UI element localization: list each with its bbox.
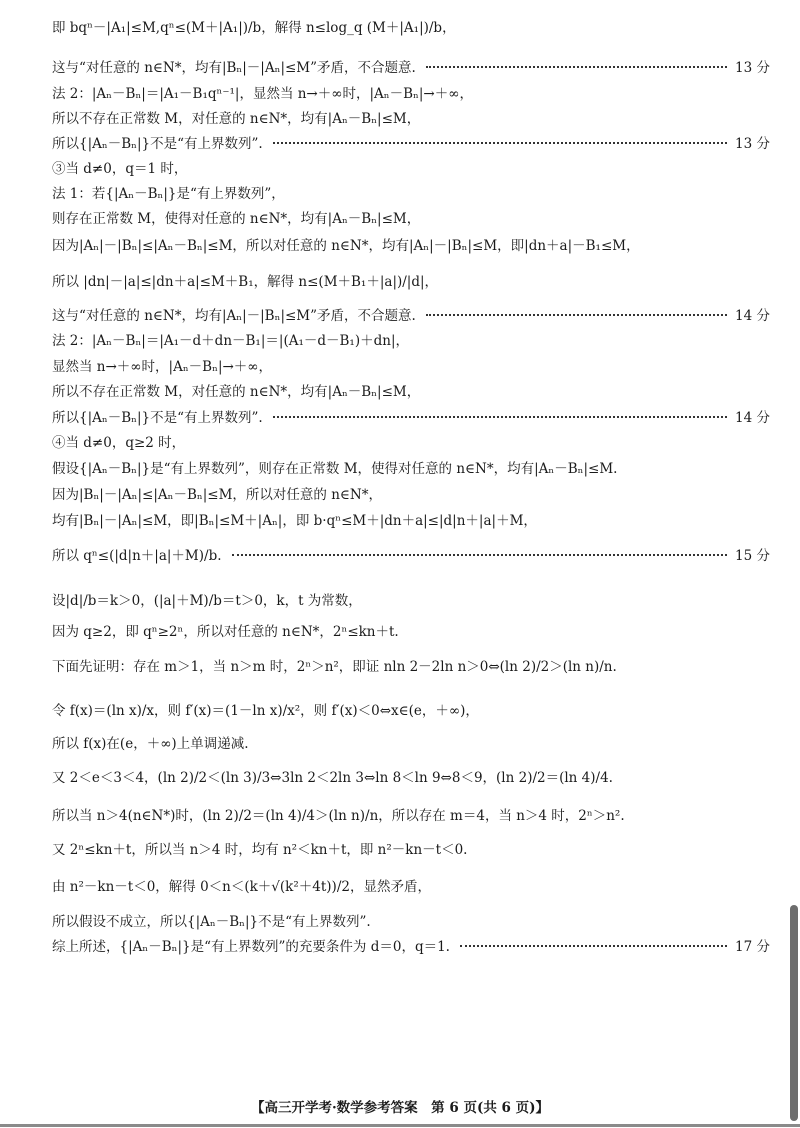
solution-line-17: 假设{|Aₙ－Bₙ|}是“有上界数列”，则存在正常数 M，使得对任意的 n∈N*，均有|Aₙ－Bₙ|≤M. (52, 461, 618, 477)
solution-line-20 (52, 546, 770, 566)
dot-leader (426, 66, 727, 68)
dot-leader (273, 142, 727, 144)
solution-line-19: 均有|Bₙ|－|Aₙ|≤M，即|Bₙ|≤M＋|Aₙ|，即 b·qⁿ≤M＋|dn＋a|≤|d|n＋|a|＋M， (52, 513, 537, 529)
solution-line-10: 所以 |dn|－|a|≤|dn＋a|≤M＋B₁，解得 n≤(M＋B₁＋|a|)/|d|， (52, 274, 439, 290)
solution-line-26: 又 2＜e＜3＜4，(ln 2)/2＜(ln 3)/3⇔3ln 2＜2ln 3⇔ln 8＜ln 9⇔8＜9，(ln 2)/2＝(ln 4)/4. (52, 770, 613, 786)
solution-line-23: 下面先证明：存在 m＞1，当 n＞m 时，2ⁿ＞n²，即证 nln 2－2ln n＞0⇔(ln 2)/2＞(ln n)/n. (52, 659, 617, 675)
line-text: 这与“对任意的 n∈N*，均有|Aₙ|－|Bₙ|≤M”矛盾，不合题意. (52, 308, 416, 324)
solution-line-12: 法 2：|Aₙ－Bₙ|＝|A₁－d＋dn－B₁|＝|(A₁－d－B₁)＋dn|， (52, 333, 409, 349)
solution-line-25: 所以 f(x)在(e，＋∞)上单调递减. (52, 736, 249, 752)
solution-line-22: 因为 q≥2，即 qⁿ≥2ⁿ，所以对任意的 n∈N*，2ⁿ≤kn＋t. (52, 624, 399, 640)
solution-line-11 (52, 306, 770, 326)
line-text: 这与“对任意的 n∈N*，均有|Bₙ|－|Aₙ|≤M”矛盾，不合题意. (52, 60, 416, 76)
score-label: 14 分 (735, 410, 770, 426)
vertical-scrollbar[interactable] (790, 905, 798, 1121)
dot-leader (232, 554, 728, 556)
solution-line-4: 所以不存在正常数 M，对任意的 n∈N*，均有|Aₙ－Bₙ|≤M， (52, 111, 421, 127)
solution-line-21: 设|d|/b＝k＞0，(|a|＋M)/b＝t＞0，k，t 为常数， (52, 593, 362, 609)
solution-line-29: 由 n²－kn－t＜0，解得 0＜n＜(k＋√(k²＋4t))/2，显然矛盾， (52, 879, 431, 895)
score-label: 15 分 (735, 548, 770, 564)
solution-line-15 (52, 408, 770, 428)
solution-line-30: 所以假设不成立，所以{|Aₙ－Bₙ|}不是“有上界数列”. (52, 914, 371, 930)
solution-line-28: 又 2ⁿ≤kn＋t，所以当 n＞4 时，均有 n²＜kn＋t，即 n²－kn－t＜0. (52, 842, 468, 858)
solution-line-9: 因为|Aₙ|－|Bₙ|≤|Aₙ－Bₙ|≤M，所以对任意的 n∈N*，均有|Aₙ|－|Bₙ|≤M，即|dn＋a|－B₁≤M， (52, 238, 640, 254)
line-text: 所以 qⁿ≤(|d|n＋|a|＋M)/b. (52, 548, 222, 564)
solution-line-31 (52, 937, 770, 957)
solution-line-5 (52, 134, 770, 154)
score-label: 17 分 (735, 939, 770, 955)
solution-line-1: 即 bqⁿ－|A₁|≤M,qⁿ≤(M＋|A₁|)/b，解得 n≤log_q (M＋|A₁|)/b， (52, 20, 456, 36)
line-text: 所以{|Aₙ－Bₙ|}不是“有上界数列”. (52, 410, 263, 426)
solution-line-18: 因为|Bₙ|－|Aₙ|≤|Aₙ－Bₙ|≤M，所以对任意的 n∈N*， (52, 487, 382, 503)
solution-line-14: 所以不存在正常数 M，对任意的 n∈N*，均有|Aₙ－Bₙ|≤M， (52, 384, 421, 400)
line-text: 所以{|Aₙ－Bₙ|}不是“有上界数列”. (52, 136, 263, 152)
solution-line-16: ④当 d≠0，q≥2 时， (52, 435, 186, 451)
line-text: 综上所述，{|Aₙ－Bₙ|}是“有上界数列”的充要条件为 d＝0，q＝1. (52, 939, 450, 955)
dot-leader (460, 945, 727, 947)
solution-line-2 (52, 58, 770, 78)
bottom-divider (0, 1124, 800, 1127)
score-label: 13 分 (735, 60, 770, 76)
solution-line-27: 所以当 n＞4(n∈N*)时，(ln 2)/2＝(ln 4)/4＞(ln n)/n，所以存在 m＝4，当 n＞4 时，2ⁿ＞n². (52, 808, 625, 824)
dot-leader (273, 416, 727, 418)
solution-line-8: 则存在正常数 M，使得对任意的 n∈N*，均有|Aₙ－Bₙ|≤M， (52, 211, 421, 227)
dot-leader (426, 314, 727, 316)
solution-line-7: 法 1：若{|Aₙ－Bₙ|}是“有上界数列”， (52, 186, 285, 202)
solution-line-13: 显然当 n→＋∞时，|Aₙ－Bₙ|→＋∞， (52, 359, 273, 375)
page-footer: 【高三开学考·数学参考答案 第 6 页(共 6 页)】 (250, 1100, 550, 1116)
solution-line-24: 令 f(x)＝(ln x)/x，则 f′(x)＝(1－ln x)/x²，则 f′(x)＜0⇔x∈(e，＋∞)， (52, 703, 479, 719)
solution-line-6: ③当 d≠0，q＝1 时， (52, 161, 188, 177)
score-label: 14 分 (735, 308, 770, 324)
score-label: 13 分 (735, 136, 770, 152)
solution-line-3: 法 2：|Aₙ－Bₙ|＝|A₁－B₁qⁿ⁻¹|，显然当 n→＋∞时，|Aₙ－Bₙ|→＋∞， (52, 86, 473, 102)
